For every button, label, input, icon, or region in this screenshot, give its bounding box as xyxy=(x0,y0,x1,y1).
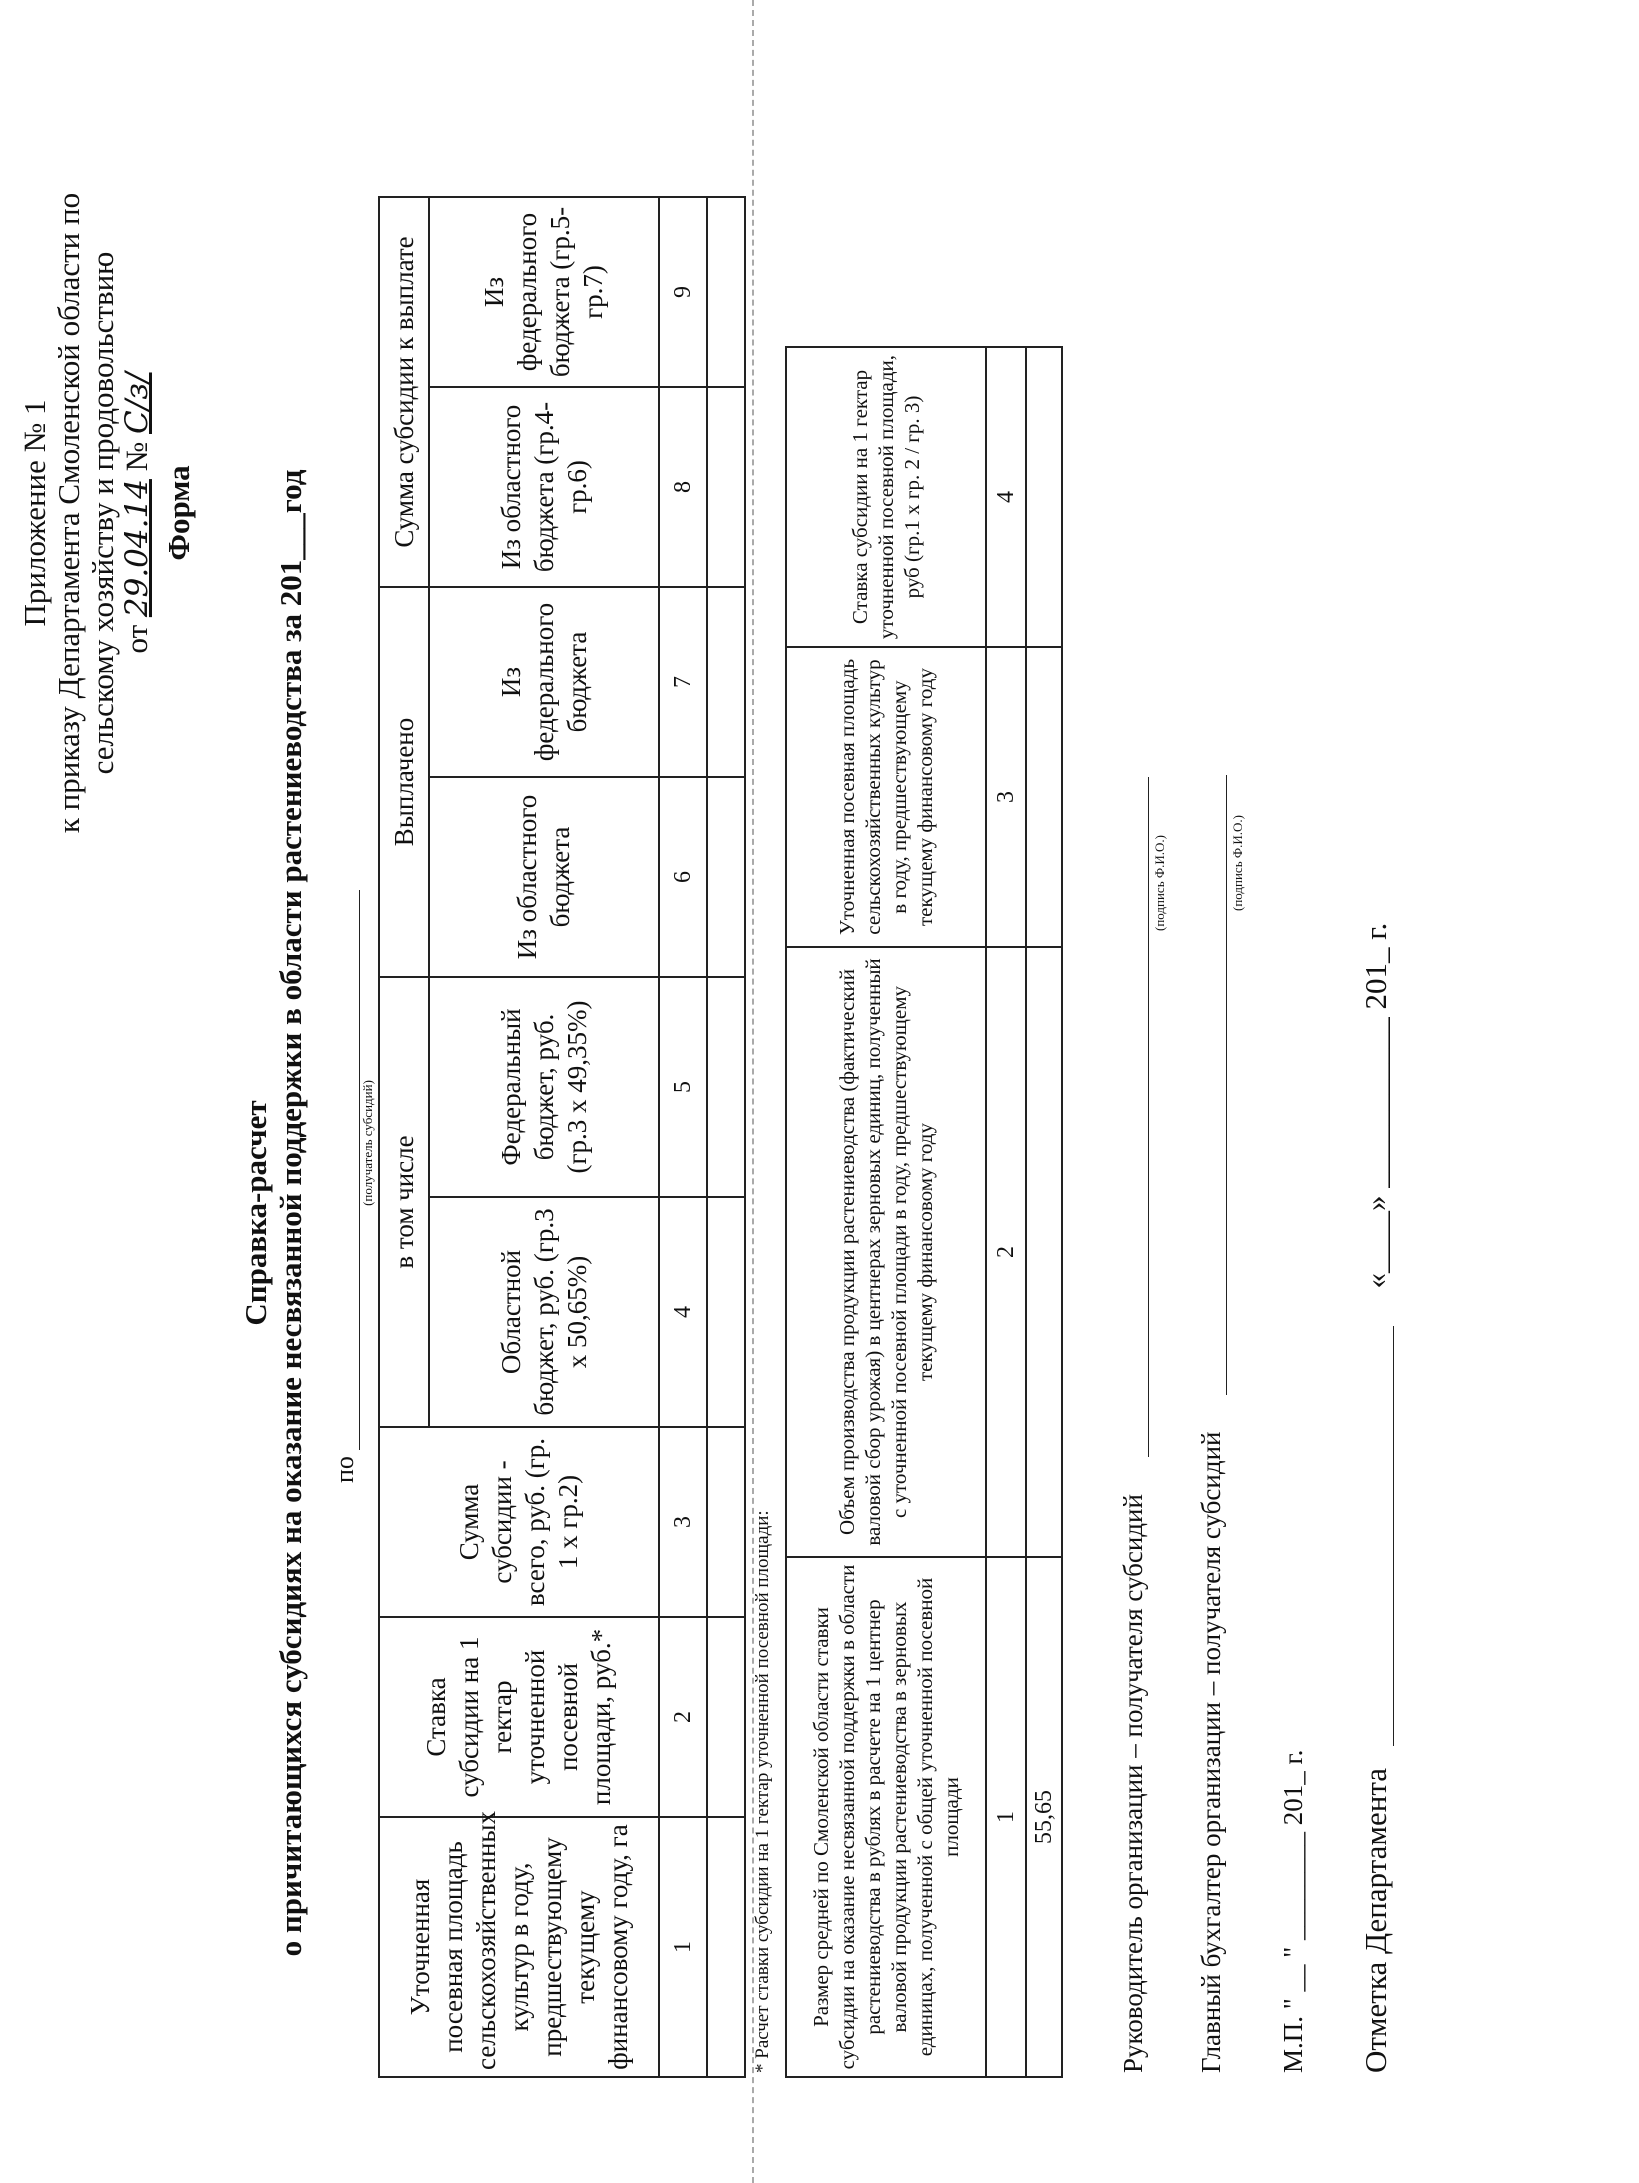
column-number-row xyxy=(659,77,707,2077)
rate-value-volume xyxy=(1026,947,1062,1557)
fold-line xyxy=(752,0,754,2183)
accountant-signature-label: Главный бухгалтер организации – получателя субсидий xyxy=(1196,1431,1226,2073)
column-number: 1 xyxy=(986,1557,1026,2077)
table-row xyxy=(707,77,745,2077)
annex-line-2: сельскому хозяйству и продовольствию xyxy=(85,251,120,775)
header-cell-paid-regional: Из областного бюджета xyxy=(429,777,659,977)
rate-table-header-row xyxy=(786,77,986,2077)
table-cell xyxy=(707,1617,745,1817)
table-cell xyxy=(707,977,745,1197)
table-cell xyxy=(707,197,745,387)
annex-header xyxy=(18,63,196,963)
rate-header-area: Уточненная посевная площадь сельскохозяйственных культур в году, предшествующему текущему финансовому году xyxy=(786,647,986,947)
subsidy-calculation-table xyxy=(378,77,746,2078)
rate-header-average: Размер средней по Смоленской области ставки субсидии на оказание несвязанной поддержки в области растениеводства в рублях в расчете на 1 центнер валовой продукции растениеводства в зерновых единицах, полученной с общей уточненной посевной площади xyxy=(786,1557,986,2077)
rate-header-volume: Объем производства продукции растениеводства (фактический валовой сбор урожая) в центнерах зерновых единиц, полученный с уточненной посевной площади в году, предшествующему текущему финансовому году xyxy=(786,947,986,1557)
head-signature-label: Руководитель организации – получателя субсидий xyxy=(1118,1494,1148,2073)
column-number: 3 xyxy=(659,1427,707,1617)
table-cell xyxy=(707,387,745,587)
handwritten-order-number: С/з/ xyxy=(119,372,155,434)
rate-column-number-row xyxy=(986,77,1026,2077)
head-signature-line xyxy=(1124,777,1149,1457)
annex-line-3 xyxy=(120,63,154,963)
header-cell-due: Сумма субсидии к выплате xyxy=(379,197,429,587)
date-prefix: от xyxy=(119,624,154,654)
table-cell xyxy=(707,1427,745,1617)
column-number: 1 xyxy=(659,1817,707,2077)
annex-number: Приложение № 1 xyxy=(17,399,52,627)
rate-calculation-table xyxy=(785,77,1063,2078)
column-number: 3 xyxy=(986,647,1026,947)
table-cell xyxy=(707,1197,745,1427)
header-cell-federal: Федеральный бюджет, руб. (гр.3 х 49,35%) xyxy=(429,977,659,1197)
title-line-2: о причитающихся субсидиях на оказание несвязанной поддержки в области растениеводства за 201___год xyxy=(273,469,308,1957)
rate-value-average: 55,65 xyxy=(1026,1557,1062,2077)
table-header-row xyxy=(379,77,429,2077)
recipient-line xyxy=(330,843,376,1483)
column-number: 4 xyxy=(659,1197,707,1427)
table-cell xyxy=(707,777,745,977)
header-cell-paid: Выплачено xyxy=(379,587,429,977)
table-cell xyxy=(707,587,745,777)
handwritten-date: 29.04.14 xyxy=(119,479,155,618)
department-mark-line xyxy=(1369,1326,1394,1746)
header-cell-rate: Ставка субсидии на 1 гектар уточненной посевной площади, руб.* xyxy=(379,1617,659,1817)
header-cell-area: Уточненная посевная площадь сельскохозяйственных культур в году, предшествующему текущему финансовому году, га xyxy=(379,1817,659,2077)
head-signature-block xyxy=(1118,777,1167,2073)
column-number: 2 xyxy=(659,1617,707,1817)
accountant-signature-line xyxy=(1202,775,1227,1395)
table-spacer xyxy=(379,77,745,197)
form-label: Форма xyxy=(161,465,196,561)
title-line-1: Справка-расчет xyxy=(238,1100,273,1326)
recipient-blank xyxy=(337,890,360,1450)
column-number: 2 xyxy=(986,947,1026,1557)
department-mark-date: «____» ___________ 201_ г. xyxy=(1358,922,1393,1289)
column-number: 5 xyxy=(659,977,707,1197)
header-cell-total: Сумма субсидии - всего, руб. (гр. 1 х гр.2) xyxy=(379,1427,659,1617)
header-cell-regional: Областной бюджет, руб. (гр.3 х 50,65%) xyxy=(429,1197,659,1427)
column-number: 7 xyxy=(659,587,707,777)
header-cell-due-federal: Из федерального бюджета (гр.5- гр.7) xyxy=(429,197,659,387)
head-signature-caption: (подпись Ф.И.О.) xyxy=(1152,835,1167,932)
rate-calculation-note: * Расчет ставки субсидии на 1 гектар уточненной посевной площади: xyxy=(752,1510,773,2073)
stamp-date-line: М.П. " __ " ________ 201_ г. xyxy=(1278,1749,1308,2073)
annex-line-1: к приказу Департамента Смоленской области по xyxy=(51,192,86,834)
recipient-caption: (получатель субсидий) xyxy=(360,1080,375,1206)
rate-value-rate xyxy=(1026,347,1062,647)
header-cell-due-regional: Из областного бюджета (гр.4-гр.6) xyxy=(429,387,659,587)
column-number: 8 xyxy=(659,387,707,587)
column-number: 4 xyxy=(986,347,1026,647)
table-cell xyxy=(707,1817,745,2077)
order-number-prefix: № xyxy=(119,441,154,472)
rate-value-area xyxy=(1026,647,1062,947)
column-number: 6 xyxy=(659,777,707,977)
accountant-signature-caption: (подпись Ф.И.О.) xyxy=(1230,815,1245,912)
department-mark-label: Отметка Департамента xyxy=(1358,1767,1393,2073)
column-number: 9 xyxy=(659,197,707,387)
recipient-label: по xyxy=(330,1456,359,1483)
department-mark-block xyxy=(1358,923,1394,2073)
header-cell-including: в том числе xyxy=(379,977,429,1427)
table-spacer xyxy=(786,77,1062,347)
document-title xyxy=(238,363,308,2063)
rate-value-row xyxy=(1026,77,1062,2077)
rate-header-rate: Ставка субсидии на 1 гектар уточненной посевной площади, руб (гр.1 х гр. 2 / гр. 3) xyxy=(786,347,986,647)
accountant-signature-block xyxy=(1196,775,1245,2073)
header-cell-paid-federal: Из федерального бюджета xyxy=(429,587,659,777)
